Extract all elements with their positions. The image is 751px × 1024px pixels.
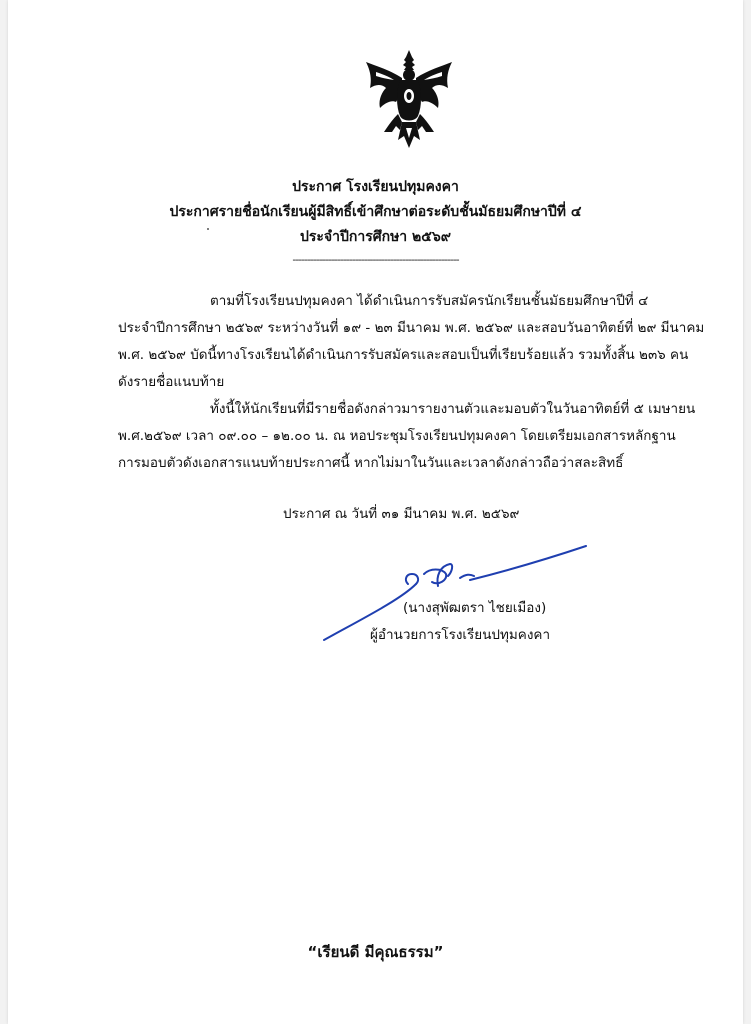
announcement-date: ประกาศ ณ วันที่ ๓๑ มีนาคม พ.ศ. ๒๕๖๙ (283, 506, 520, 522)
announcement-title: ประกาศ โรงเรียนปทุมคงคา (292, 179, 459, 195)
garuda-emblem-icon (362, 48, 456, 150)
separator-line: -------------------------------------------------------- (292, 253, 459, 266)
stray-dot (207, 228, 209, 230)
paragraph-1-line-4: ดังรายชื่อแนบท้าย (118, 374, 225, 390)
announcement-subject: ประกาศรายชื่อนักเรียนผู้มีสิทธิ์เข้าศึกษาต่อระดับชั้นมัธยมศึกษาปีที่ ๔ (169, 204, 582, 220)
school-motto: “เรียนดี มีคุณธรรม” (307, 943, 444, 961)
academic-year: ประจำปีการศึกษา ๒๕๖๙ (299, 229, 452, 245)
paragraph-2-line-2: พ.ศ.๒๕๖๙ เวลา ๐๙.๐๐ – ๑๒.๐๐ น. ณ หอประชุมโรงเรียนปทุมคงคา โดยเตรียมเอกสารหลักฐาน (118, 428, 676, 444)
paragraph-2-line-3: การมอบตัวดังเอกสารแนบท้ายประกาศนี้ หากไม่มาในวันและเวลาดังกล่าวถือว่าสละสิทธิ์ (118, 455, 624, 471)
signatory-name: (นางสุพัฒตรา ไชยเมือง) (403, 600, 547, 616)
paragraph-1-line-2: ประจำปีการศึกษา ๒๕๖๙ ระหว่างวันที่ ๑๙ - ๒๓ มีนาคม พ.ศ. ๒๕๖๙ และสอบวันอาทิตย์ที่ ๒๙ มีนาคม (118, 320, 705, 336)
signatory-position: ผู้อำนวยการโรงเรียนปทุมคงคา (370, 627, 551, 643)
paragraph-2-line-1: ทั้งนี้ให้นักเรียนที่มีรายชื่อดังกล่าวมารายงานตัวและมอบตัวในวันอาทิตย์ที่ ๕ เมษายน (210, 401, 696, 417)
document-page (8, 0, 743, 1024)
paragraph-1-line-3: พ.ศ. ๒๕๖๙ บัดนี้ทางโรงเรียนได้ดำเนินการรับสมัครและสอบเป็นที่เรียบร้อยแล้ว รวมทั้งสิ้น ๒๓๖ คน (118, 347, 689, 363)
paragraph-1-line-1: ตามที่โรงเรียนปทุมคงคา ได้ดำเนินการรับสมัครนักเรียนชั้นมัธยมศึกษาปีที่ ๔ (210, 293, 649, 309)
